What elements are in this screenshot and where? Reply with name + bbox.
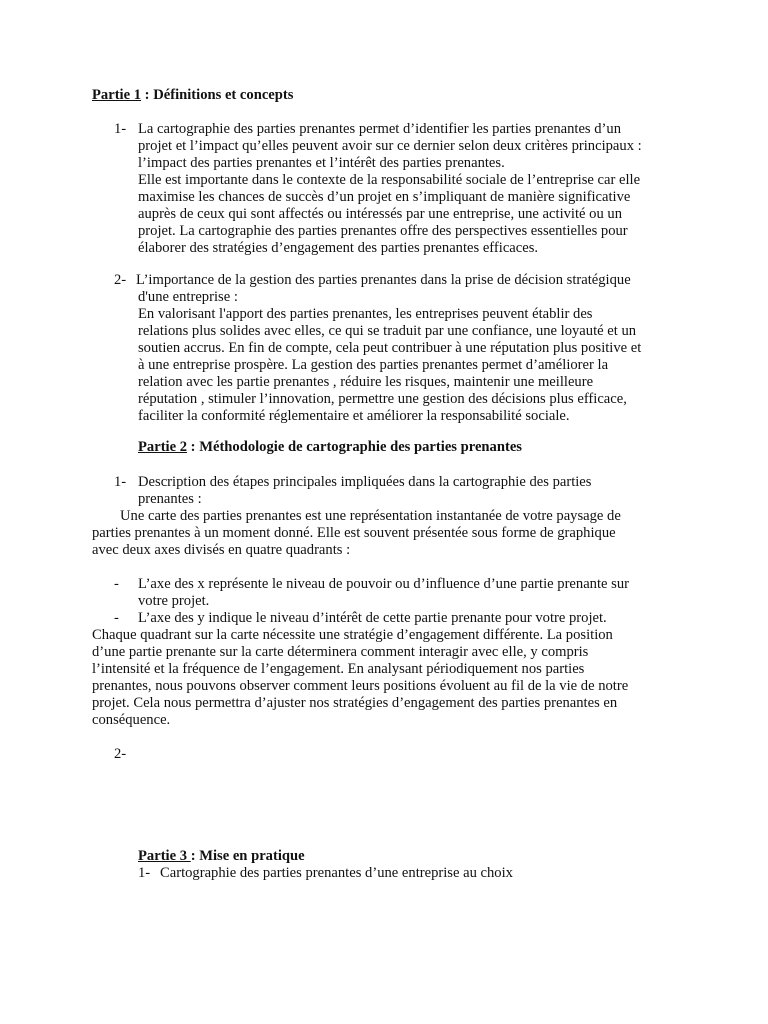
part3-item1-number: 1- bbox=[138, 865, 151, 881]
text-line: parties prenantes à un moment donné. Elle est souvent présentée sous forme de graphique bbox=[92, 525, 616, 541]
bullet-marker: - bbox=[114, 610, 119, 626]
text-line: d’une partie prenante sur la carte déterminera comment interagir avec elle, y compris bbox=[92, 644, 589, 660]
text-line: conséquence. bbox=[92, 712, 171, 728]
part1-item1-number: 1- bbox=[114, 121, 127, 137]
text-line: L’axe des y indique le niveau d’intérêt de cette partie prenante pour votre projet. bbox=[138, 610, 607, 626]
text-line: Elle est importante dans le contexte de la responsabilité sociale de l’entreprise car elle bbox=[138, 172, 641, 188]
text-line: Une carte des parties prenantes est une représentation instantanée de votre paysage de bbox=[120, 508, 621, 524]
part2-heading bbox=[138, 439, 522, 456]
text-line: projet et l’impact qu’elles peuvent avoir sur ce dernier selon deux critères principaux : bbox=[138, 138, 642, 154]
part1-item2-number: 2- bbox=[114, 272, 127, 288]
text-line: auprès de ceux qui sont affectés ou intéressés par une entreprise, une activité ou un bbox=[138, 206, 622, 222]
part2-item2-number: 2- bbox=[114, 746, 127, 762]
text-line: L’axe des x représente le niveau de pouvoir ou d’influence d’une partie prenante sur bbox=[138, 576, 629, 592]
text-line: maximise les chances de succès d’un projet en s’impliquant de manière significative bbox=[138, 189, 631, 205]
text-line: élaborer des stratégies d’engagement des parties prenantes efficaces. bbox=[138, 240, 539, 256]
text-line: votre projet. bbox=[138, 593, 210, 609]
text-line: La cartographie des parties prenantes permet d’identifier les parties prenantes d’un bbox=[138, 121, 622, 137]
text-line: En valorisant l'apport des parties prenantes, les entreprises peuvent établir des bbox=[138, 306, 593, 322]
text-line: Description des étapes principales impliquées dans la cartographie des parties bbox=[138, 474, 592, 490]
text-line: prenantes, nous pouvons observer comment leurs positions évoluent au fil de la vie de notre bbox=[92, 678, 629, 694]
text-line: Chaque quadrant sur la carte nécessite une stratégie d’engagement différente. La position bbox=[92, 627, 613, 643]
part3-label: Partie 3 bbox=[138, 848, 191, 864]
part2-item1-number: 1- bbox=[114, 474, 127, 490]
part3-title: : Mise en pratique bbox=[190, 848, 305, 864]
text-line: réputation , stimuler l’innovation, permettre une gestion des décisions plus efficace, bbox=[138, 391, 627, 407]
text-line: projet. Cela nous permettra d’ajuster nos stratégies d’engagement des parties prenantes en bbox=[92, 695, 618, 711]
part1-label: Partie 1 bbox=[92, 87, 142, 103]
text-line: relations plus solides avec elles, ce qui se traduit par une confiance, une loyauté et un bbox=[138, 323, 637, 339]
part1-title: : Définitions et concepts bbox=[141, 87, 294, 103]
part3-item1-text: Cartographie des parties prenantes d’une entreprise au choix bbox=[160, 865, 513, 881]
part1-heading bbox=[92, 87, 293, 104]
text-line: relation avec les partie prenantes , réduire les risques, maintenir une meilleure bbox=[138, 374, 594, 390]
part2-title: : Méthodologie de cartographie des parties prenantes bbox=[187, 439, 522, 455]
text-line: L’importance de la gestion des parties prenantes dans la prise de décision stratégique bbox=[136, 272, 631, 288]
text-line: avec deux axes divisés en quatre quadrants : bbox=[92, 542, 351, 558]
bullet-marker: - bbox=[114, 576, 119, 592]
text-line: l’impact des parties prenantes et l’intérêt des parties prenantes. bbox=[138, 155, 505, 171]
text-line: l’intensité et la fréquence de l’engagement. En analysant périodiquement nos parties bbox=[92, 661, 585, 677]
text-line: prenantes : bbox=[138, 491, 202, 507]
text-line: faciliter la conformité réglementaire et améliorer la responsabilité sociale. bbox=[138, 408, 570, 424]
part3-heading bbox=[138, 848, 305, 865]
text-line: d'une entreprise : bbox=[138, 289, 238, 305]
text-line: à une entreprise prospère. La gestion des parties prenantes permet d’améliorer la bbox=[138, 357, 609, 373]
text-line: soutien accrus. En fin de compte, cela peut contribuer à une réputation plus positive et bbox=[138, 340, 642, 356]
part2-label: Partie 2 bbox=[138, 439, 188, 455]
text-line: projet. La cartographie des parties prenantes offre des perspectives essentielles pour bbox=[138, 223, 628, 239]
